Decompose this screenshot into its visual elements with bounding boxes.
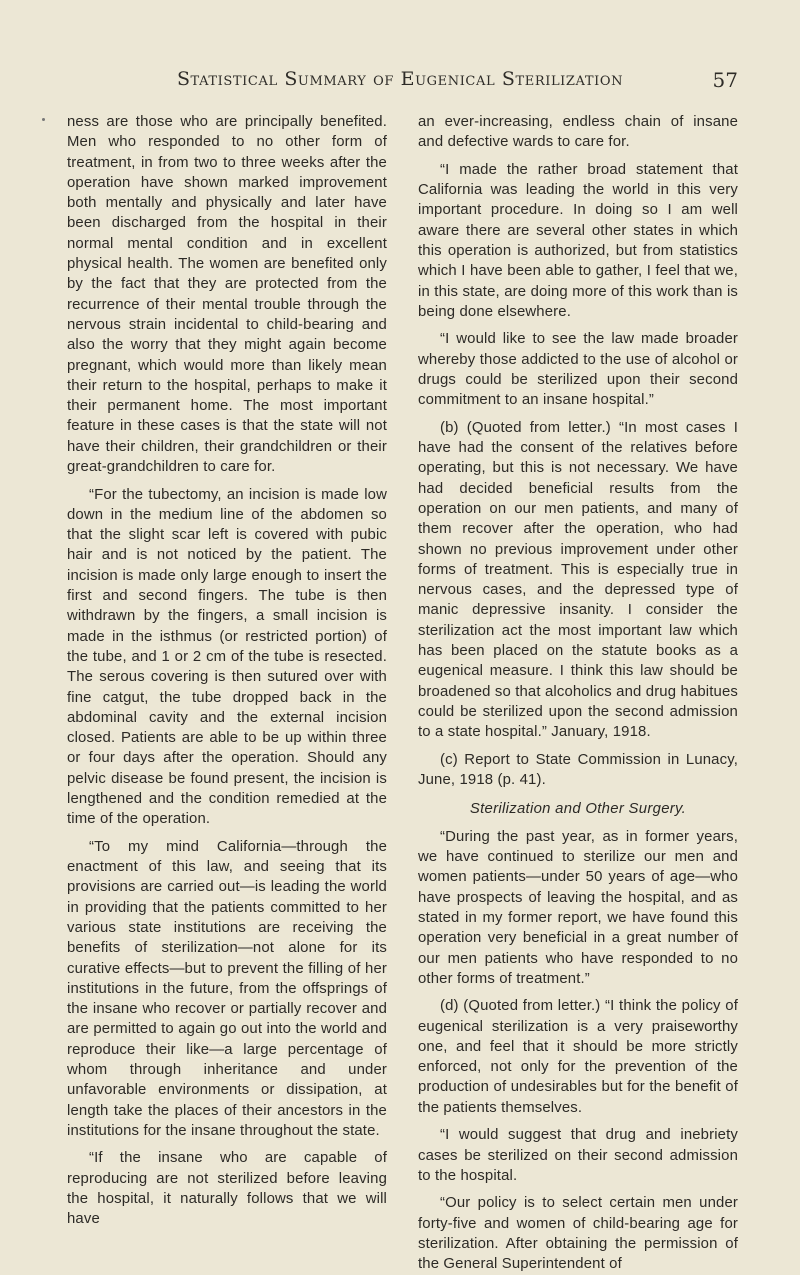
page-header <box>0 68 800 98</box>
left-column <box>67 112 387 1230</box>
paragraph: “To my mind California—through the enactment of this law, and seeing that its provisions are carried out—is leading the world in providing that the patients committed to her various state institutions are receiving the benefits of sterilization—not alone for its curative effects—but to prevent the filling of her institutions in the future, from the offsprings of the insane who recover or partially recover and are permitted to again go out into the world and reproduce their like—a large percentage of whom through inheritance and under unfavorable environments or dissipation, at length take the places of their ancestors in the institutions for the insane throughout the state. <box>67 838 387 1139</box>
paragraph: “Our policy is to select certain men under forty-five and women of child-bearing age for sterilization. After obtaining the permission of the General Superintendent of <box>418 1195 738 1273</box>
section-heading: Sterilization and Other Surgery. <box>469 801 687 818</box>
paragraph: “I made the rather broad statement that California was leading the world in this very important procedure. In doing so I am well aware there are several other states in which this operation is authorized, but from statistics which I have been able to gather, I feel that we, in this state, are doing more of this work than is being done elsewhere. <box>418 161 738 320</box>
running-title: Statistical Summary of Eugenical Sterilization <box>176 68 624 90</box>
margin-mark <box>42 118 45 121</box>
page-number: 57 <box>712 68 738 92</box>
right-column <box>418 112 738 1275</box>
paragraph: ness are those who are principally benefited. Men who responded to no other form of treatment, in from two to three weeks after the operation have shown marked improvement both mentally and physically and later have been discharged from the hospital in their normal mental condition and in excellent physical health. The women are benefited only by the fact that they are protected from the recurrence of their mental trouble through the nervous strain incidental to child-bearing and also the worry that they might again become pregnant, which would more than likely mean their return to the hospital, perhaps to make it their permanent home. The most important feature in these cases is that the state will not have their children, their grandchildren or their great-grandchildren to care for. <box>67 114 387 476</box>
paragraph: “For the tubectomy, an incision is made low down in the medium line of the abdomen so that the slight scar left is covered with pubic hair and is not noticed by the patient. The incision is made only large enough to insert the first and second fingers. The tube is then withdrawn by the fingers, a small incision is made in the isthmus (or restricted portion) of the tube, and 1 or 2 cm of the tube is resected. The serous covering is then sutured over with fine catgut, the tube dropped back in the abdominal cavity and the external incision closed. Patients are able to be up within three or four days after the operation. Should any pelvic disease be found present, the incision is lengthened and the condition remedied at the time of the operation. <box>67 486 387 828</box>
paragraph: (c) Report to State Commission in Lunacy, June, 1918 (p. 41). <box>418 751 738 788</box>
paragraph: “I would like to see the law made broader whereby those addicted to the use of alcohol or drugs could be sterilized upon their second commitment to an insane hospital.” <box>418 331 738 409</box>
paragraph: “I would suggest that drug and inebriety cases be sterilized on their second admission to the hospital. <box>418 1127 738 1184</box>
paragraph: “During the past year, as in former years, we have continued to sterilize our men and women patients—under 50 years of age—who have prospects of leaving the hospital, and as stated in my former report, we have found this operation very beneficial in a great number of our men patients who have responded to no other forms of treatment.” <box>418 828 738 987</box>
paragraph: an ever-increasing, endless chain of insane and defective wards to care for. <box>418 114 738 151</box>
paragraph: (b) (Quoted from letter.) “In most cases I have had the consent of the relatives before operating, but this is not necessary. We have had decided beneficial results from the operation on our men patients, and many of them recover after the operation, who had shown no previous improvement under other forms of treatment. This is especially true in nervous cases, and the depressed type of manic depressive insanity. I consider the sterilization act the most important law which has been placed on the statute books as a eugenical measure. I think this law should be broadened so that alcoholics and drug habitues could be sterilized upon the second admission to a state hospital.” January, 1918. <box>418 419 738 741</box>
paragraph: (d) (Quoted from letter.) “I think the policy of eugenical sterilization is a very praiseworthy one, and feel that it should be more strictly enforced, not only for the prevention of the production of undesirables but for the benefit of the patients themselves. <box>418 998 738 1116</box>
paragraph: “If the insane who are capable of reproducing are not sterilized before leaving the hospital, it naturally follows that we will have <box>67 1150 387 1228</box>
